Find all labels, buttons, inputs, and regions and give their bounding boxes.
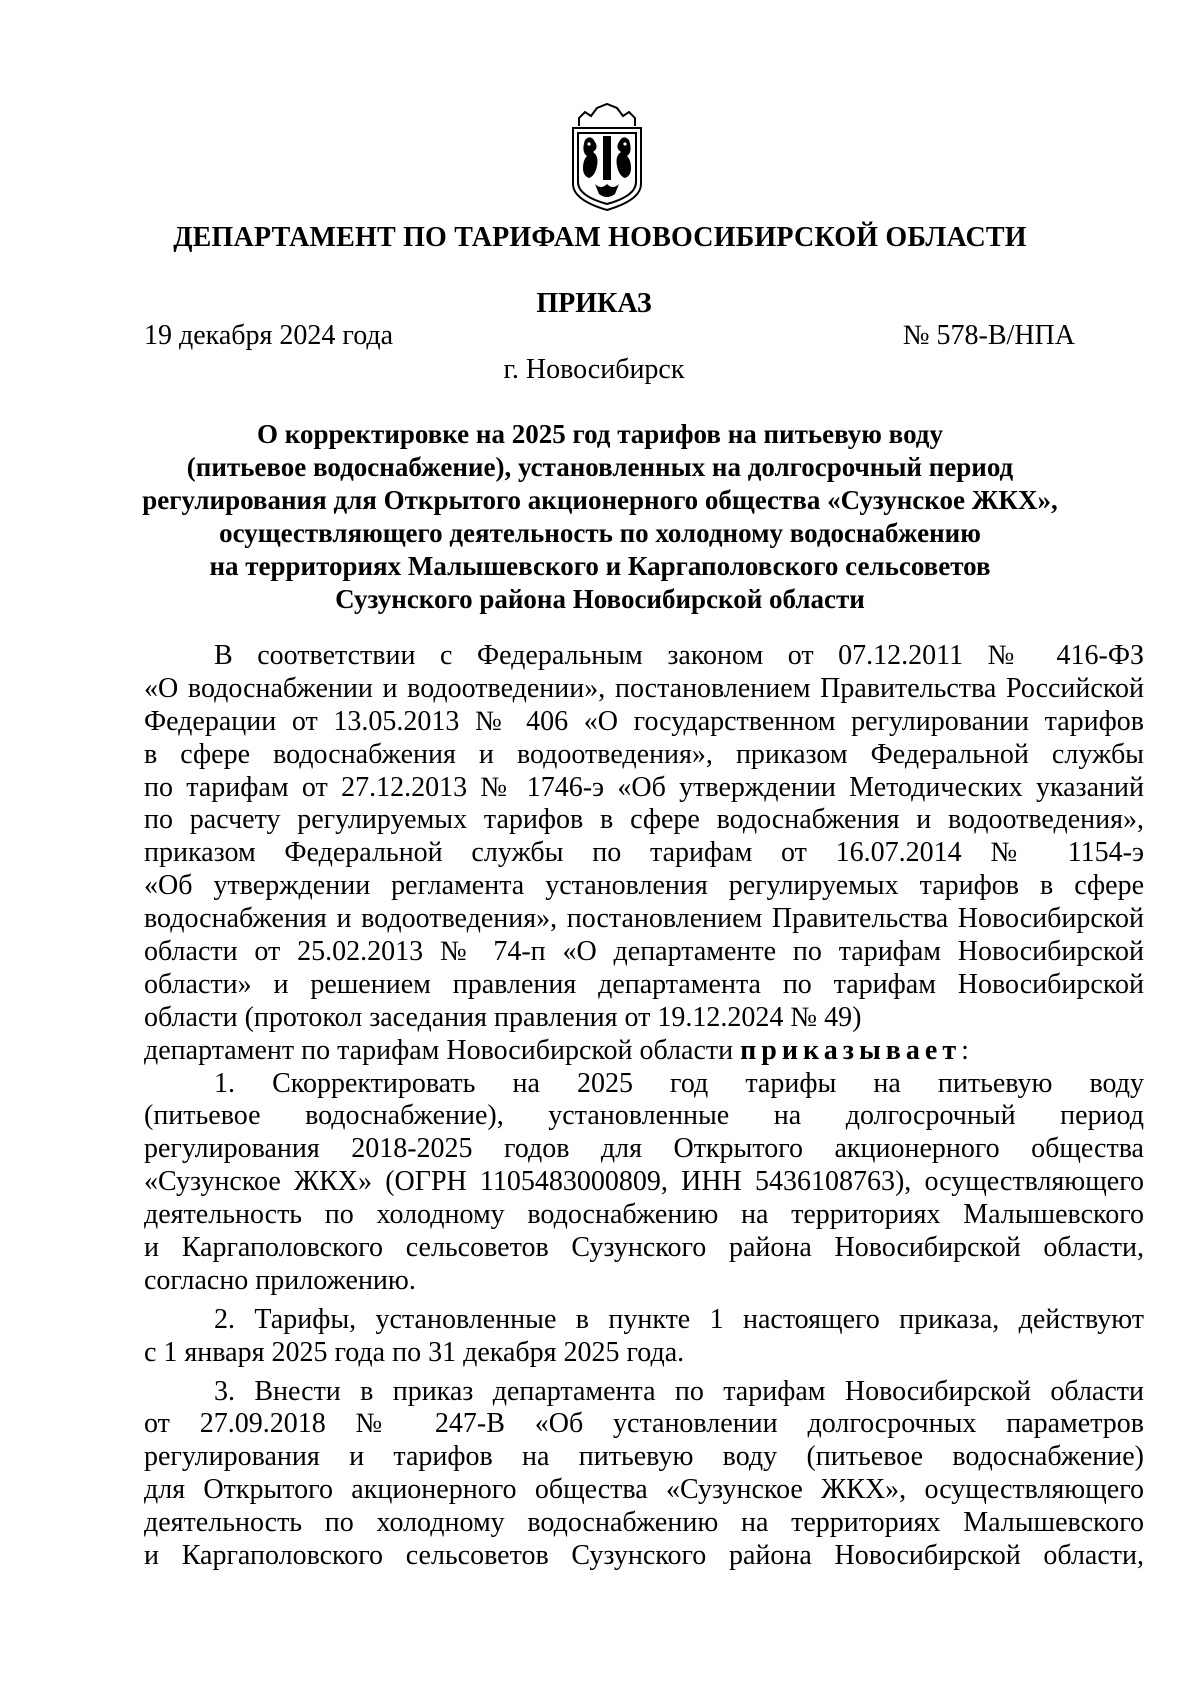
item-line: согласно приложению. — [144, 1264, 416, 1296]
document-type-heading: ПРИКАЗ — [536, 288, 652, 319]
item-line: с 1 января 2025 года по 31 декабря 2025 года. — [144, 1336, 685, 1368]
preamble-line: приказом Федеральной службы по тарифам от 16.07.2014 № 1154-э — [144, 837, 1144, 869]
order-number: № 578-В/НПА — [902, 320, 1075, 351]
subject-line: (питьевое водоснабжение), установленных на долгосрочный период — [186, 452, 1014, 482]
preamble-line: области» и решением правления департамента по тарифам Новосибирской — [144, 968, 1144, 1000]
preamble-line: по расчету регулируемых тарифов в сфере водоснабжения и водоотведения», — [144, 804, 1144, 836]
item-line: от 27.09.2018 № 247-В «Об установлении долгосрочных параметров — [144, 1408, 1144, 1440]
coat-of-arms-emblem — [565, 100, 649, 214]
department-title: ДЕПАРТАМЕНТ ПО ТАРИФАМ НОВОСИБИРСКОЙ ОБЛАСТИ — [173, 222, 1027, 253]
item-line: деятельность по холодному водоснабжению на территориях Малышевского — [144, 1507, 1144, 1539]
preamble-line: Федерации от 13.05.2013 № 406 «О государственном регулировании тарифов — [144, 705, 1144, 737]
subject-line: Сузунского района Новосибирской области — [335, 584, 865, 614]
closing-prefix: департамент по тарифам Новосибирской области — [144, 1034, 741, 1066]
item-line: регулирования и тарифов на питьевую воду (питьевое водоснабжение) — [144, 1441, 1144, 1473]
item-line: и Каргаполовского сельсоветов Сузунского района Новосибирской области, — [144, 1232, 1144, 1264]
preamble-line: области (протокол заседания правления от 19.12.2024 № 49) — [144, 1001, 862, 1033]
closing-word: приказывает — [740, 1034, 962, 1066]
preamble-paragraph — [144, 640, 1144, 1068]
item-line: деятельность по холодному водоснабжению на территориях Малышевского — [144, 1199, 1144, 1231]
order-city: г. Новосибирск — [503, 354, 685, 385]
preamble-line: водоснабжения и водоотведения», постановлением Правительства Новосибирской — [144, 903, 1144, 935]
preamble-line: В соответствии с Федеральным законом от 07.12.2011 № 416-ФЗ — [214, 640, 1144, 671]
item-3-paragraph — [144, 1376, 1144, 1573]
item-line: и Каргаполовского сельсоветов Сузунского района Новосибирской области, — [144, 1540, 1144, 1572]
preamble-line: по тарифам от 27.12.2013 № 1746-э «Об утверждении Методических указаний — [144, 771, 1144, 803]
item-2-paragraph — [144, 1304, 1144, 1370]
item-line: «Сузунское ЖКХ» (ОГРН 1105483000809, ИНН 5436108763), осуществляющего — [144, 1166, 1144, 1198]
item-line: (питьевое водоснабжение), установленные на долгосрочный период — [144, 1100, 1144, 1132]
item-1-paragraph — [144, 1068, 1144, 1298]
preamble-line: «Об утверждении регламента установления регулируемых тарифов в сфере — [144, 870, 1144, 902]
item-line: 1. Скорректировать на 2025 год тарифы на питьевую воду — [214, 1067, 1144, 1099]
closing-suffix: : — [961, 1034, 969, 1066]
item-line: 2. Тарифы, установленные в пункте 1 настоящего приказа, действуют — [214, 1303, 1144, 1335]
item-line: для Открытого акционерного общества «Сузунское ЖКХ», осуществляющего — [144, 1474, 1144, 1506]
order-subject — [120, 418, 1080, 616]
order-date: 19 декабря 2024 года — [144, 320, 394, 351]
subject-line: регулирования для Открытого акционерного общества «Сузунское ЖКХ», — [142, 485, 1058, 515]
preamble-closing — [144, 1035, 1144, 1068]
item-line: регулирования 2018-2025 годов для Открытого акционерного общества — [144, 1133, 1144, 1165]
preamble-line: в сфере водоснабжения и водоотведения», приказом Федеральной службы — [144, 738, 1144, 770]
preamble-line: «О водоснабжении и водоотведении», постановлением Правительства Российской — [144, 672, 1144, 704]
subject-line: на территориях Малышевского и Каргаполовского сельсоветов — [209, 551, 991, 581]
preamble-line: области от 25.02.2013 № 74-п «О департаменте по тарифам Новосибирской — [144, 936, 1144, 968]
subject-line: О корректировке на 2025 год тарифов на питьевую воду — [257, 419, 943, 449]
item-line: 3. Внести в приказ департамента по тарифам Новосибирской области — [214, 1375, 1144, 1407]
order-body — [144, 640, 1144, 1573]
subject-line: осуществляющего деятельность по холодному водоснабжению — [219, 518, 981, 548]
